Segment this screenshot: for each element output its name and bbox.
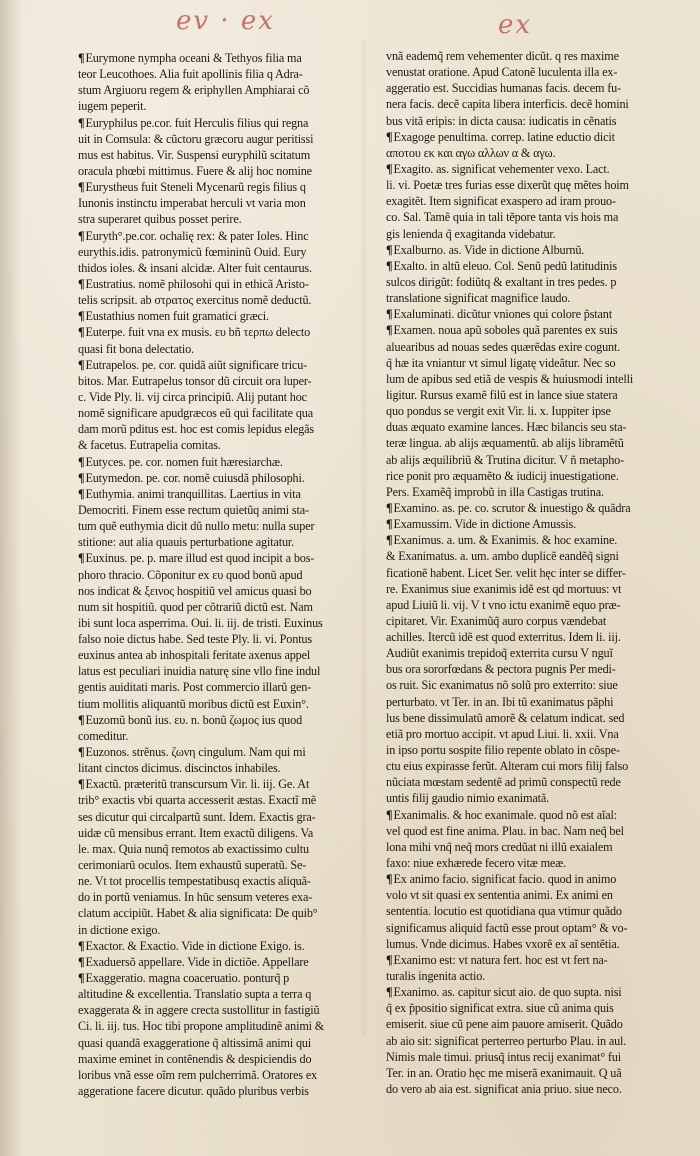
entry-text: Exalburno. as. Vide in dictione Alburnũ. (393, 242, 585, 257)
text-line: teor Leucothoes. Alia fuit apollinis filia q Adra- (78, 67, 303, 82)
pilcrow-icon: ¶ (386, 129, 393, 144)
entry-text: Exalto. in altũ eleuo. Col. Senũ pedũ latitudinis (393, 258, 617, 273)
pilcrow-icon: ¶ (78, 954, 85, 969)
entry-text: Euzomũ bonũ ius. ευ. n. bonũ ζωμος ius quod (85, 712, 303, 727)
text-line (78, 776, 362, 792)
text-line: telis scripsit. ab στρατος exercitus nomẽ deductũ. (78, 293, 312, 308)
pilcrow-icon: ¶ (386, 807, 393, 822)
text-line: turalis ingenita actio. (386, 969, 486, 984)
entry-text: Eustathius nomen fuit gramatici græci. (85, 309, 269, 324)
text-line: apud Liuiũ li. vij. V t vno ictu exanimẽ equo præ- (386, 597, 621, 612)
text-line: eurythis.idis. patronymicũ fœmininũ Ouid. Eury (78, 244, 307, 259)
text-line: bus vitã eripis: in dicta causa: iudicatis in cẽnatis (386, 113, 617, 128)
text-line (78, 324, 362, 340)
text-line (78, 179, 362, 195)
text-line: re. Exanimus siue exanimis idẽ est qd mortuus: vt (386, 581, 622, 596)
text-line (78, 744, 362, 760)
text-line: lus bene dissimulatũ amorẽ & celatum indicat. sed (386, 710, 625, 725)
pilcrow-icon: ¶ (78, 357, 85, 372)
text-line (386, 952, 670, 968)
text-line (78, 486, 362, 502)
text-line: bitos. Mar. Eutrapelus tonsor dũ circuit ora luper- (78, 373, 312, 388)
text-line: le. max. Quia nunq̃ remotos ab exactissimo cultu (78, 841, 309, 856)
text-line: ne. Vt tot procellis tempestatibusq exactis aliquã- (78, 874, 311, 889)
text-line: ses dicutur qui circalpartũ sunt. Idem. Exactis gra- (78, 809, 316, 824)
right-text-column (386, 48, 670, 1097)
text-line: aggeratione facere dicutur. quãdo pluribus verbis (78, 1084, 309, 1098)
text-line: os ruit. Sic exanimatus nõ solũ pro exterrito: siue (386, 678, 618, 693)
text-line (78, 938, 362, 954)
pilcrow-icon: ¶ (78, 115, 85, 130)
text-line: falso noie dictus habe. Sed teste Ply. li. vi. Pontus (78, 632, 312, 647)
text-line (78, 454, 362, 470)
text-line: ficationẽ habent. Licet Ser. velit hęc inter se differ- (386, 565, 626, 580)
pilcrow-icon: ¶ (386, 872, 393, 887)
pilcrow-icon: ¶ (78, 971, 85, 986)
text-line: quo pondus se vergit exit Vir. li. x. Iuppiter ipse (386, 404, 611, 419)
text-line: num sit hospitiũ. quod per cõtrariũ dictũ est. Nam (78, 599, 313, 614)
entry-text: Exactor. & Exactio. Vide in dictione Exigo. is. (85, 938, 305, 953)
pilcrow-icon: ¶ (386, 952, 393, 967)
pilcrow-icon: ¶ (78, 276, 85, 291)
text-line (386, 242, 670, 258)
text-line (78, 954, 362, 970)
text-line (78, 50, 362, 66)
text-line: lumus. Vnde dicimus. Habes vxorẽ ex aĩ sentẽtia. (386, 936, 620, 951)
text-line: uit in Comsula: & cũctoru græcoru augur peritissi (78, 131, 314, 146)
text-line: in dictione exigo. (78, 922, 161, 937)
text-line (78, 550, 362, 566)
pilcrow-icon: ¶ (386, 533, 393, 548)
pilcrow-icon: ¶ (78, 551, 85, 566)
left-text-column (78, 50, 362, 1099)
entry-text: Examino. as. pe. co. scrutor & inuestigo & quãdra (393, 500, 631, 515)
pilcrow-icon: ¶ (386, 985, 393, 1000)
pilcrow-icon: ¶ (78, 745, 85, 760)
text-line: venustat oratione. Apud Catonẽ luculenta illa ex- (386, 65, 618, 80)
pilcrow-icon: ¶ (78, 228, 85, 243)
text-line: teræ lingua. ab alijs æquamentũ. ab alijs libramẽtũ (386, 436, 624, 451)
text-line (78, 470, 362, 486)
entry-text: Exanimus. a. um. & Exanimis. & hoc examine. (393, 533, 618, 548)
text-line: faxo: niue exhærede fecero vitæ meæ. (386, 856, 567, 871)
text-line: iugem peperit. (78, 99, 147, 114)
entry-text: Euryphilus pe.cor. fuit Herculis filius qui regna (85, 115, 309, 130)
text-line: do vero ab aia est. significat ania priuo. siue neco. (386, 1082, 622, 1096)
text-line: exaggerata & in aggere crecta sustollitur in fastigiũ (78, 1003, 320, 1018)
text-line (386, 322, 670, 338)
entry-text: Eutymedon. pe. cor. nomẽ cuiusdã philosophi. (85, 470, 305, 485)
entry-text: Exanimo est: vt natura fert. hoc est vt fert na- (393, 952, 608, 967)
text-line: phoro thracio. Cõponitur ex ευ quod bonũ apud (78, 567, 303, 582)
text-line (386, 984, 670, 1000)
pilcrow-icon: ¶ (78, 486, 85, 501)
pilcrow-icon: ¶ (78, 938, 85, 953)
text-line: ab aio sit: significat perterreo perturbo Plau. in aul. (386, 1033, 627, 1048)
text-line (386, 258, 670, 274)
text-line: oracula phœbi mittimus. Fuere & alij hoc nomine (78, 163, 312, 178)
entry-text: Exaggeratio. magna coaceruatio. ponturq̃ p (85, 971, 290, 986)
entry-text: Euzonos. strẽnus. ζωνη cingulum. Nam qui mi (85, 745, 306, 760)
text-line (78, 276, 362, 292)
pilcrow-icon: ¶ (386, 517, 393, 532)
pilcrow-icon: ¶ (78, 51, 85, 65)
entry-text: Exaluminati. dicũtur vniones qui colore p̃stant (393, 307, 612, 322)
entry-text: Euterpe. fuit vna ex musis. ευ bñ τερπω delecto (85, 325, 311, 340)
entry-text: Exaduersõ appellare. Vide in dictiõe. Appellare (85, 954, 309, 969)
text-line: Ter. in an. Oratio hęc me miserã exanimauit. Q uã (386, 1065, 622, 1080)
text-line: tum quẽ euthymia dicit dũ nullo metu: nulla super (78, 519, 315, 534)
pilcrow-icon: ¶ (78, 712, 85, 727)
text-line: Iunonis instinctu imperabat herculi vt varia mon (78, 196, 306, 211)
text-line: duas æquato examine lances. Hæc bilancis seu sta- (386, 420, 627, 435)
text-line: uidæ cũ mensibus errant. Item exactũ diligens. Va (78, 825, 314, 840)
text-line: rice ponit pro æquamẽto & iudicij inuestigatione. (386, 468, 619, 483)
pilcrow-icon: ¶ (78, 454, 85, 469)
text-line: gentis auiditati maris. Post commercio illarũ gen- (78, 680, 312, 695)
entry-text: Eustratius. nomẽ philosohi qui in ethicã Aristo- (85, 276, 309, 291)
text-line: q̃ hæ ita vniantur vt simul ligatę videãtur. Nec so (386, 355, 616, 370)
pilcrow-icon: ¶ (386, 258, 393, 273)
text-line: ab alijs æquilibriũ & Trutina dicitur. V ñ metapho- (386, 452, 625, 467)
pilcrow-icon: ¶ (386, 161, 393, 176)
text-line (386, 129, 670, 145)
pilcrow-icon: ¶ (78, 777, 85, 792)
text-line: Audiũt exanimis trepidoq̃ exterrita cursu V nguĩ (386, 646, 613, 661)
text-line (386, 871, 670, 887)
text-line: aluearibus ad nouas sedes quærẽdas exire cogunt. (386, 339, 621, 354)
text-line (386, 500, 670, 516)
text-line: mus est habitus. Vir. Suspensi euryphilũ scitatum (78, 147, 311, 162)
entry-text: Euxinus. pe. p. mare illud est quod incipit a bos- (85, 551, 315, 566)
pilcrow-icon: ¶ (386, 242, 393, 257)
text-line: exagitẽt. Item significat exaspero ad iram prouo- (386, 194, 616, 209)
text-line: loribus vnã esse oĩm rem pulcherrimã. Oratores ex (78, 1067, 318, 1082)
text-line: lum de apibus sed etiã de vespis & huiusmodi intelli (386, 371, 634, 386)
text-line (386, 306, 670, 322)
text-line: ibi sunt loca asperrima. Oui. li. iij. de tristi. Euxinus (78, 615, 323, 630)
pilcrow-icon: ¶ (78, 470, 85, 485)
text-line (386, 161, 670, 177)
text-line: q̃ ex p̃positio significat extra. siue cũ anima quis (386, 1001, 614, 1016)
text-line: cerimoniarũ oculos. Item exhaustũ superatũ. Se- (78, 858, 307, 873)
text-line: aggeratio est. Succidias humanas facis. decem fu- (386, 81, 621, 96)
entry-text: Examen. noua apũ soboles quã parentes ex suis (393, 323, 618, 338)
text-line (78, 357, 362, 373)
text-line: ligitur. Rursus examẽ filũ est in lance siue statera (386, 387, 618, 402)
pilcrow-icon: ¶ (78, 325, 85, 340)
text-line: Democriti. Finem esse rectum quietũq animi sta- (78, 502, 309, 517)
text-line: comeditur. (78, 728, 129, 743)
text-line: quasi fit bona delectatio. (78, 341, 194, 356)
text-line (78, 115, 362, 131)
entry-text: Eutrapelos. pe. cor. quidã aiũt significare tricu- (85, 357, 308, 372)
text-line (386, 807, 670, 823)
text-line: dam morũ pditus est. hoc est comis lepidus elegãs (78, 422, 315, 437)
entry-text: Exanimalis. & hoc exanimale. quod nõ est aĩal: (393, 807, 618, 822)
handwritten-heading-right: ex (498, 10, 533, 40)
entry-text: Euthymia. animi tranquillitas. Laertius in vita (85, 486, 301, 501)
entry-text: Exagito. as. significat vehementer vexo. Lact. (393, 161, 610, 176)
text-line: sententia. locutio est quotidiana qua vtimur quãdo (386, 904, 622, 919)
text-line: achilles. Itercũ idẽ est quod exterritus. Idem li. iij. (386, 630, 621, 645)
text-line: stitione: aut alia quauis perturbatione agitatur. (78, 535, 295, 550)
text-line: Ci. li. iij. tus. Hoc tibi propone amplitudinẽ animi & (78, 1019, 325, 1034)
text-line: nomẽ significare apudgræcos eũ qui facilitate qua (78, 406, 313, 421)
text-line (78, 970, 362, 986)
text-line: translatione significat magnifice laudo. (386, 291, 571, 306)
text-line: Pers. Examẽq̃ improbũ in illa Castigas trutina. (386, 484, 604, 499)
text-line: trib° exactis vbi quarta accesserit æstas. Exactĩ mẽ (78, 793, 317, 808)
text-line: euxinus antea ab inhospitali feritate axenus appel (78, 648, 311, 663)
entry-text: Euryth°.pe.cor. ochalię rex: & pater Ioles. Hinc (85, 228, 309, 243)
text-line: maxime eminet in contẽnendis & despiciendis do (78, 1051, 312, 1066)
text-line: in ipso portu sospite filio repente oblato in cõspe- (386, 743, 620, 758)
entry-text: Exagoge penultima. correp. latine eductio dicit (393, 129, 615, 144)
entry-text: Examussim. Vide in dictione Amussis. (393, 517, 576, 532)
text-line: bus ora sororfœdans & pectora pugnis Per medi- (386, 662, 616, 677)
text-line: latus est peculiari inuidia naturę sine vllo fine indul (78, 664, 321, 679)
pilcrow-icon: ¶ (386, 323, 393, 338)
text-line (386, 516, 670, 532)
pilcrow-icon: ¶ (78, 180, 85, 195)
text-line: Nimis male timui. priusq̃ intus recij exanimat° fui (386, 1049, 621, 1064)
text-line: ctu eius expirasse ferũt. Alteram cui mors filij falso (386, 759, 629, 774)
entry-text: Ex animo facio. significat facio. quod in animo (393, 872, 617, 887)
text-line: cipitaret. Vir. Exanimũq̃ auro corpus vændebat (386, 613, 607, 628)
text-line: vel quod est fine anima. Plau. in bac. Nam neq̃ bel (386, 823, 624, 838)
text-line: etiã pro mortuo accipit. vt apud Liui. li. xxii. Vna (386, 726, 619, 741)
handwritten-heading-left: ev · ex (176, 6, 275, 36)
text-line: nũciata mœstam sedentẽ ad primũ conspectũ rede (386, 775, 621, 790)
text-line: perturbato. vt Ter. in an. Ibi tũ exanimatus pãphi (386, 694, 614, 709)
pilcrow-icon: ¶ (386, 307, 393, 322)
text-line: altitudine & excellentia. Translatio supta a terra q (78, 987, 312, 1002)
text-line: gis lenienda q̃ exagitanda videbatur. (386, 226, 556, 241)
text-line: thidos ioles. & insani alcidæ. Alter fuit centaurus. (78, 260, 312, 275)
text-line: untis filij gaudio nimio exanimatã. (386, 791, 549, 806)
entry-text: Eurymone nympha oceani & Tethyos filia ma (85, 51, 302, 65)
text-line: nera facis. decẽ capita libera interficis. decẽ homini (386, 97, 629, 112)
entry-text: Eutyces. pe. cor. nomen fuit hæresiarchæ. (85, 454, 283, 469)
text-line: lona mihi vnq̃ neq̃ mors credũat ni illũ exaialem (386, 839, 613, 854)
pilcrow-icon: ¶ (78, 309, 85, 324)
text-line: nos indicat & ξεινος hospitiũ vel amicus quasi bo (78, 583, 312, 598)
text-line: litant cinctos dicimus. discinctos inhabiles. (78, 761, 281, 776)
text-line: significamus aliquid factũ esse prout optam° & vo- (386, 920, 628, 935)
text-line: co. Sal. Tamẽ quia in tali tẽpore tanta vis hois ma (386, 210, 619, 225)
text-line: stra superaret quibus posset perire. (78, 212, 242, 227)
text-line (78, 308, 362, 324)
text-line: sulcos dirigũt: fodiũtq & exaltant in tres pedes. p (386, 274, 617, 289)
text-line: tium mollitis aliquantũ moribus dictũ est Euxin°. (78, 696, 309, 711)
text-line: volo vt sit quasi ex sententia animi. Ex animi en (386, 888, 613, 903)
text-line: vnã eademq̃ rem vehementer dicũt. q res maxime (386, 49, 619, 63)
text-line: αποτου εκ και αγω αλλων α & αγω. (386, 145, 556, 160)
entry-text: Exactũ. præteritũ transcursum Vir. li. iij. Ge. At (85, 777, 310, 792)
text-line: do in portũ veniamus. In hūc sensum veteres exa- (78, 890, 313, 905)
text-line: c. Vide Ply. li. vij circa principiũ. Alij putant hoc (78, 389, 307, 404)
text-line (78, 228, 362, 244)
text-line: li. vi. Poetæ tres furias esse dixerũt quę mẽtes hoim (386, 178, 629, 193)
pilcrow-icon: ¶ (386, 500, 393, 515)
text-line: quasi quandã exaggeratione q̃ altissimã animi qui (78, 1035, 312, 1050)
text-line: stum Argiuoru regem & eriphyllen Amphiarai cõ (78, 83, 310, 98)
text-line: clatum accipiũt. Habet & alia significata: De quib° (78, 906, 318, 921)
entry-text: Eurystheus fuit Steneli Mycenarũ regis filius q (85, 180, 306, 195)
text-line: & Exanimatus. a. um. ambo duplicẽ eandẽq̃ signi (386, 549, 619, 564)
text-line: emiserit. siue cũ pene aim pauore amiserit. Quãdo (386, 1017, 623, 1032)
entry-text: Exanimo. as. capitur sicut aio. de quo supta. nisi (393, 985, 622, 1000)
text-line: & facetus. Eutrapelia comitas. (78, 438, 221, 453)
text-line (78, 712, 362, 728)
text-line (386, 532, 670, 548)
